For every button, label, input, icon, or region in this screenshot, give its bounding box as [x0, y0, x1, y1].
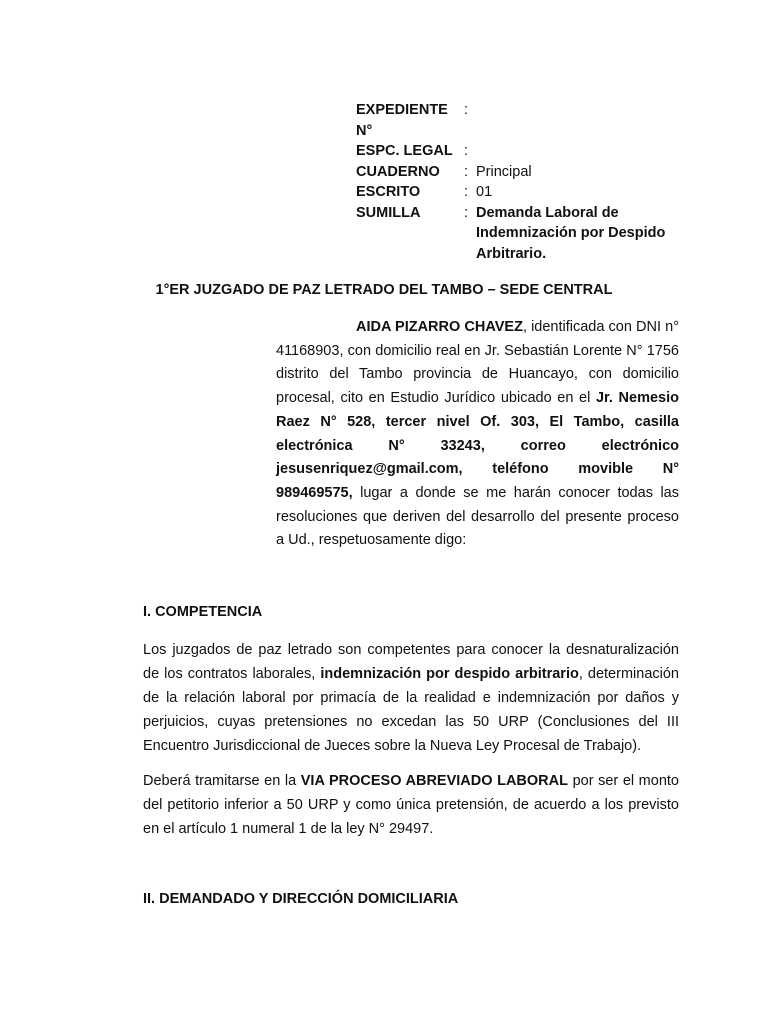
- escrito-row: [356, 182, 676, 203]
- espc-legal-value: [476, 141, 676, 162]
- competencia-p1-text-c: , determinación de la relación laboral por primacía de la realidad e indemnización por daños y perjuicios, cuyas pretensiones no excedan las 50 URP (Conclusiones del III Encuentro Jurisdiccional de Jueces sobre la Nueva Ley Procesal de Trabajo).: [143, 666, 679, 754]
- espc-legal-label: ESPC. LEGAL: [356, 143, 453, 159]
- escrito-value: 01: [476, 184, 493, 200]
- section-title-competencia: I. COMPETENCIA: [143, 604, 263, 620]
- escrito-separator: :: [464, 184, 469, 200]
- section-title-demandado: II. DEMANDADO Y DIRECCIÓN DOMICILIARIA: [143, 891, 459, 907]
- cuaderno-separator: :: [464, 163, 469, 180]
- competencia-paragraph-1: [143, 638, 679, 758]
- plaintiff-paragraph: [276, 316, 679, 553]
- plaintiff-address-bold: Jr. Nemesio Raez N° 528, tercer nivel Of. 303, El Tambo, casilla electrónica N° 33243, correo electrónico jesusenriquez@gmail.com, teléfono movible N° 989469575,: [276, 390, 679, 501]
- case-header: [356, 100, 676, 264]
- expediente-label: EXPEDIENTE N°: [356, 102, 448, 139]
- expediente-row: [356, 100, 676, 141]
- sumilla-row: [356, 203, 676, 265]
- sumilla-label: SUMILLA: [356, 204, 421, 221]
- competencia-p2-text-c: por ser el monto del petitorio inferior a 50 URP y como única pretensión, de acuerdo a los previsto en el artículo 1 numeral 1 de la ley N° 29497.: [143, 773, 679, 837]
- espc-legal-row: [356, 141, 676, 162]
- competencia-p2-bold: VIA PROCESO ABREVIADO LABORAL: [300, 773, 568, 789]
- competencia-paragraph-2: [143, 769, 679, 841]
- plaintiff-text-2: lugar a donde se me harán conocer todas las resoluciones que deriven del desarrollo del presente proceso a Ud., respetuosamente digo:: [276, 484, 679, 549]
- plaintiff-text-1: , identificada con DNI n° 41168903, con domicilio real en Jr. Sebastián Lorente N° 1756 distrito del Tambo provincia de Huancayo, con domicilio procesal, cito en Estudio Jurídico ubicado en el: [276, 319, 680, 407]
- cuaderno-value: Principal: [476, 163, 532, 180]
- competencia-p2-text-a: Deberá tramitarse en la: [143, 773, 301, 789]
- sumilla-separator: :: [464, 204, 469, 221]
- expediente-separator: :: [464, 102, 469, 118]
- espc-legal-separator: :: [464, 143, 469, 159]
- cuaderno-label: CUADERNO: [356, 163, 440, 180]
- plaintiff-name: AIDA PIZARRO CHAVEZ: [356, 319, 523, 335]
- cuaderno-row: [356, 162, 676, 183]
- competencia-p1-bold: indemnización por despido arbitrario: [320, 666, 579, 682]
- expediente-value: [476, 100, 676, 141]
- escrito-label: ESCRITO: [356, 184, 421, 200]
- court-heading: 1°ER JUZGADO DE PAZ LETRADO DEL TAMBO – SEDE CENTRAL: [155, 282, 613, 298]
- competencia-p1-text-a: Los juzgados de paz letrado son competentes para conocer la desnaturalización de los contratos laborales,: [143, 642, 679, 682]
- sumilla-value: Demanda Laboral de Indemnización por Despido Arbitrario.: [476, 204, 666, 262]
